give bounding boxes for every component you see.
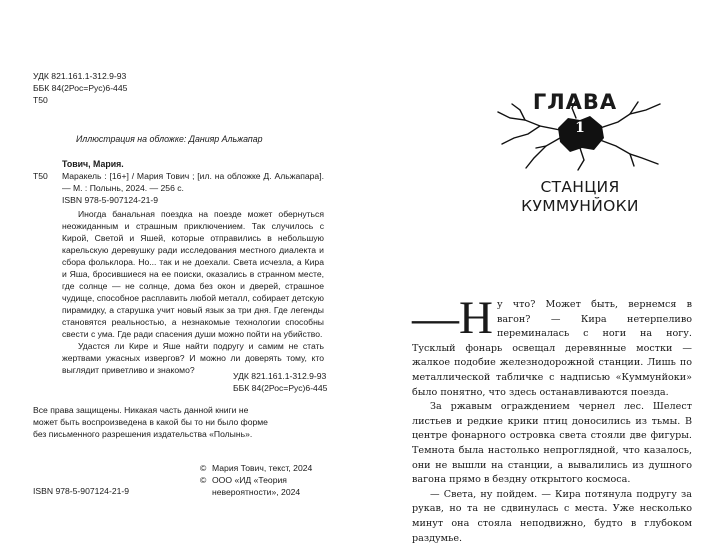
crack-illustration [480,98,680,178]
author-name: Тович, Мария. [62,159,124,169]
annotation-paragraph: Удастся ли Кире и Яше найти подругу и самим не стать жертвами ужасных извергов? И можно ли доверять тому, кто выглядит приветливо и знакомо? [62,341,324,375]
drop-cap-box [412,292,493,344]
imprint-page [0,0,360,540]
chapter-heading: ГЛАВА [532,90,618,114]
bbk-line: ББК 84(2Рос=Рус)6-445 [233,383,328,393]
body-paragraph: у что? Может быть, вернемся в вагон? — Кира нетерпеливо переминалась с ноги на ногу. Тусклый фонарь освещал деревянные мостки — жалкое подобие железнодорожной станции. Лишь по металлической табличке с надписью «Куммунйоки» было понятно, что здесь останавливаются поезда. [412,299,692,398]
udk-line: УДК 821.161.1-312.9-93 [33,71,127,81]
udk-line: УДК 821.161.1-312.9-93 [233,371,327,381]
chapter-body [412,292,692,546]
rights-notice: Все права защищены. Никакая часть данной книги не может быть воспроизведена в какой бы то ни было форме без письменного разрешения издательства «Полынь». [33,405,268,439]
author-mark: Т50 [33,95,48,105]
copyright-row [200,462,322,474]
copyright-text: Мария Тович, текст, 2024 [212,463,313,473]
udk-block-bottom [233,370,327,394]
chapter-number: 1 [575,120,585,136]
isbn-bottom: ISBN 978-5-907124-21-9 [33,486,130,496]
bibliographic-entry: Маракель : [16+] / Мария Тович ; [ил. на обложке Д. Альжапара]. — М. : Полынь, 2024. — 256 с. [62,171,324,193]
isbn-line: ISBN 978-5-907124-21-9 [62,195,159,205]
copyright-block [200,462,322,498]
illustration-credit: Иллюстрация на обложке: Данияр Альжапар [76,134,263,144]
udk-block-top [33,70,127,106]
catalog-code: Т50 [33,171,48,181]
bbk-line: ББК 84(2Рос=Рус)6-445 [33,83,128,93]
copyright-symbol: © [200,475,207,485]
chapter-title: СТАНЦИЯ КУММУНЙОКИ [521,178,639,215]
copyright-symbol: © [200,463,207,473]
body-paragraph: — Света, ну пойдем. — Кира потянула подругу за рукав, но та не сдвинулась с места. Уже несколько минут она стояла неподвижно, будто в глубоком раздумье. [412,488,692,544]
annotation-paragraph: Иногда банальная поездка на поезде может обернуться неожиданным и страшным приключением. Так случилось с Кирой, Светой и Яшей, которые отправились в небольшую карельскую деревушку ради исследования местного диалекта и сбора фольклора. Но... так и не доехали. Света исчезла, а Кира и Яша, бросившиеся на ее поиски, оказались в странном месте, где солнце — не солнце, дома без окон и дверей, страшное чудище, способное расплавить любой металл, собирает детскую пирамидку, а старушка учит новый язык за три дня. Где легенды становятся реальностью, а незнакомые технологии способны свести с ума. Где ради спасения души можно пойти на убийство. [62,209,324,339]
chapter-page [360,0,720,544]
copyright-text: ООО «ИД «Теория невероятности», 2024 [212,475,301,497]
body-paragraph: За ржавым ограждением чернел лес. Шелест листьев и редкие крики птиц доносились из тьмы. В центре фонарного островка света стояли две фигуры. Темнота была настолько непроглядной, что казалось, они не вышли на станции, а вывалились из душного вагона прямо в бездну открытого космоса. [412,401,692,486]
copyright-row [200,474,322,498]
annotation [62,208,324,376]
drop-cap: —Н [412,292,493,344]
